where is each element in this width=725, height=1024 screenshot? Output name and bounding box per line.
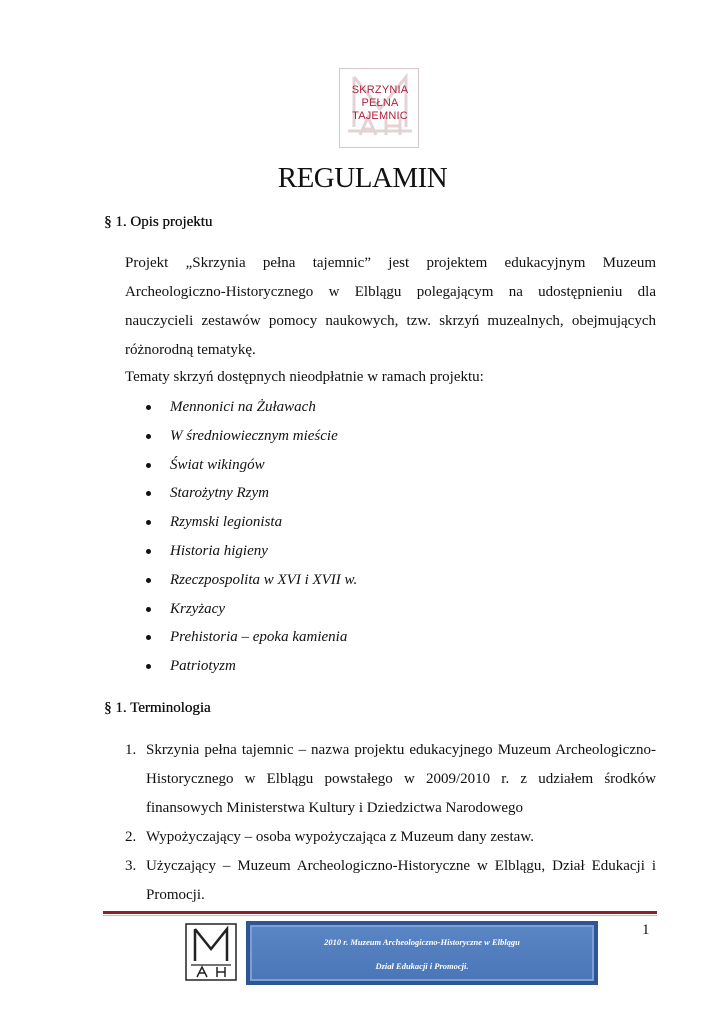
list-item bbox=[0, 823, 656, 852]
footer-divider bbox=[103, 911, 657, 914]
description-line: Archeologiczno-Historycznego w Elblągu polegającym na udostępnieniu dla bbox=[125, 284, 656, 300]
bullet-icon bbox=[146, 549, 151, 554]
bullet-icon bbox=[146, 491, 151, 496]
project-description bbox=[125, 249, 656, 365]
footer-line-1: 2010 r. Muzeum Archeologiczno-Historyczne w Elblągu bbox=[324, 937, 520, 947]
footer-line-2: Dział Edukacji i Promocji. bbox=[375, 961, 469, 971]
logo-line-1: SKRZYNIA bbox=[351, 84, 409, 96]
term-line: Promocji. bbox=[146, 887, 205, 903]
logo-line-2: PEŁNA bbox=[361, 97, 399, 109]
footer-divider-thin bbox=[103, 915, 657, 916]
term-number: 3. bbox=[125, 858, 137, 874]
list-item bbox=[0, 736, 656, 823]
term-number: 2. bbox=[125, 829, 137, 845]
topics-lead: Tematy skrzyń dostępnych nieodpłatnie w ramach projektu: bbox=[125, 369, 484, 385]
bullet-icon bbox=[146, 520, 151, 525]
term-line: Wypożyczający – osoba wypożyczająca z Muzeum dany zestaw. bbox=[146, 829, 534, 845]
list-item bbox=[0, 852, 656, 910]
description-line: Projekt „Skrzynia pełna tajemnic” jest projektem edukacyjnym Muzeum bbox=[125, 255, 656, 271]
mah-monogram-icon bbox=[340, 69, 420, 149]
term-line: Skrzynia pełna tajemnic – nazwa projektu edukacyjnego Muzeum Archeologiczno- bbox=[146, 742, 656, 758]
page-title: REGULAMIN bbox=[277, 162, 448, 194]
term-line: finansowych Ministerstwa Kultury i Dziedzictwa Narodowego bbox=[146, 800, 523, 816]
bullet-icon bbox=[146, 607, 151, 612]
section-heading-terminologia: § 1. Terminologia bbox=[104, 700, 211, 716]
description-line: nauczycieli zestawów pomocy naukowych, tzw. skrzyń muzealnych, obejmujących bbox=[125, 313, 656, 329]
mah-footer-logo-icon bbox=[185, 923, 237, 981]
bullet-icon bbox=[146, 664, 151, 669]
logo-line-3: TAJEMNIC bbox=[352, 110, 408, 122]
term-line: Użyczający – Muzeum Archeologiczno-Historyczne w Elblągu, Dział Edukacji i bbox=[146, 858, 656, 874]
footer-info-box bbox=[246, 921, 598, 985]
bullet-icon bbox=[146, 635, 151, 640]
bullet-icon bbox=[146, 434, 151, 439]
section-heading-opis: § 1. Opis projektu bbox=[104, 214, 213, 230]
page-number: 1 bbox=[642, 922, 650, 938]
term-line: Historycznego w Elblągu powstałego w 2009/2010 r. z udziałem środków bbox=[146, 771, 656, 787]
bullet-icon bbox=[146, 405, 151, 410]
description-line: różnorodną tematykę. bbox=[125, 342, 256, 358]
bullet-icon bbox=[146, 578, 151, 583]
skrzynia-logo bbox=[339, 68, 419, 148]
term-number: 1. bbox=[125, 742, 137, 758]
bullet-icon bbox=[146, 463, 151, 468]
terms-list bbox=[0, 736, 656, 910]
